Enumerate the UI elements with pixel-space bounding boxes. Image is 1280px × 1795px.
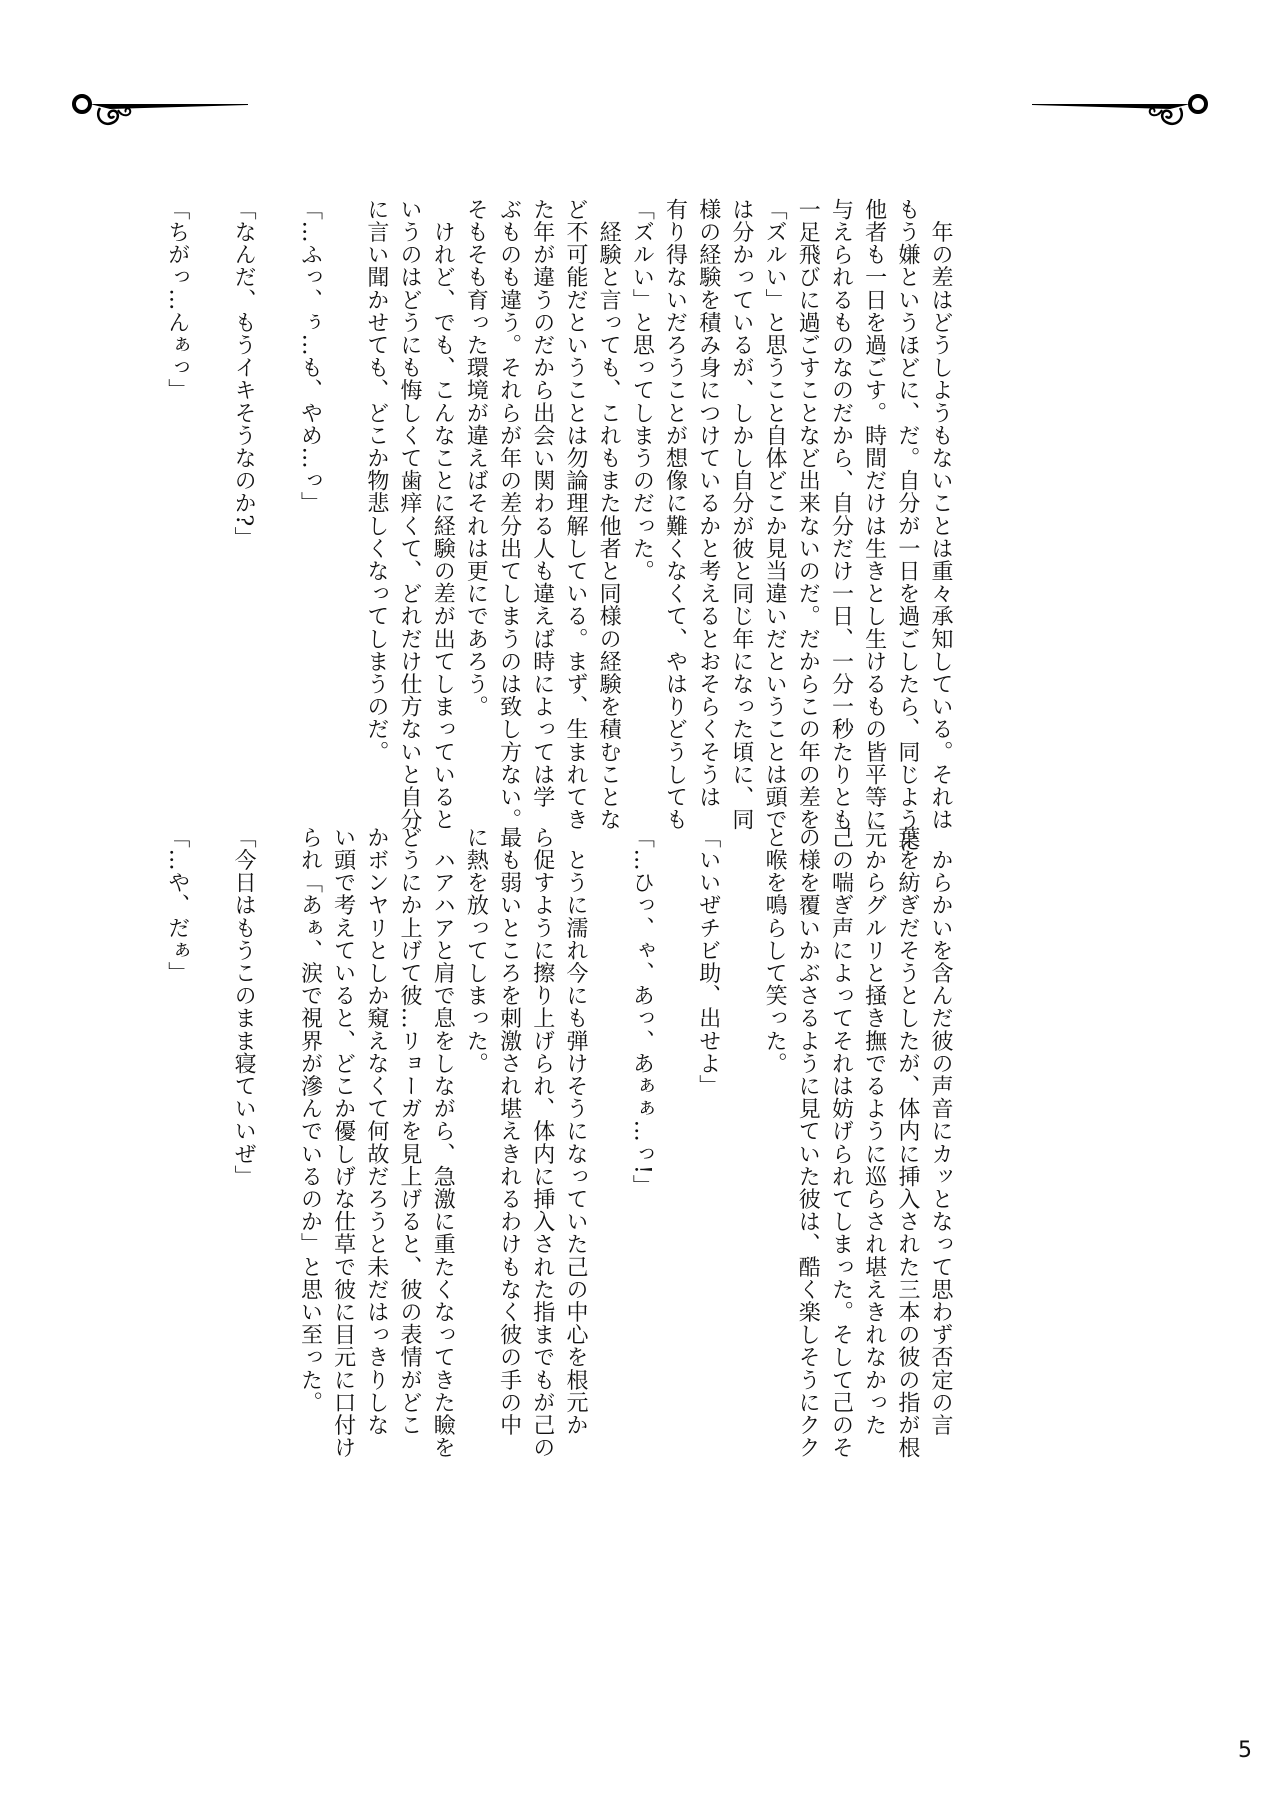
text-column: 「…ひっ、ゃ、あっ、あぁぁ…っ!」 — [629, 826, 655, 1198]
text-column — [260, 826, 293, 1406]
text-column — [658, 826, 691, 1406]
text-column: た年が違うのだから出会い関わる人も違えば時によっては学 — [529, 198, 555, 809]
ornament-left-icon — [70, 92, 250, 132]
text-column: 「ちがっ…んぁっ」 — [164, 198, 190, 402]
text-column: けれど、でも、こんなことに経験の差が出てしまっていると — [430, 198, 456, 831]
text-column: 年の差はどうしようもないことは重々承知している。それは — [928, 198, 953, 831]
text-column: られ「あぁ、涙で視界が滲んでいるのか」と思い至った。 — [297, 826, 323, 1414]
text-column: は分かっているが、しかし自分が彼と同じ年になった頃に、同 — [728, 198, 754, 831]
text-column — [592, 826, 625, 1406]
text-column: 一足飛びに過ごすことなど出来ないのだ。だからこの年の差を — [795, 198, 821, 831]
page-number: 5 — [1238, 1738, 1252, 1763]
text-column: 経験と言っても、これもまた他者と同様の経験を積むことな — [596, 198, 622, 831]
text-column: 様の経験を積み身につけているかと考えるとおそらくそうは — [695, 198, 721, 809]
text-column: 有り得ないだろうことが想像に難くなくて、やはりどうしても — [662, 198, 688, 831]
text-column: 「…や、だぁ」 — [164, 826, 190, 985]
text-column: からかいを含んだ彼の声音にカッとなって思わず否定の言 — [928, 826, 953, 1437]
text-column: ど不可能だということは勿論理解している。まず、生まれてき — [562, 198, 588, 831]
text-column: もう嫌というほどに、だ。自分が一日を過ごしたら、同じように — [894, 198, 920, 854]
text-column: 「…ふっ、ぅ…も、やめ…っ」 — [297, 198, 323, 515]
text-column: 他者も一日を過ごす。時間だけは生きとし生けるもの皆平等に — [861, 198, 887, 831]
text-column: の様を覆いかぶさるように見ていた彼は、酷く楽しそうにクク — [795, 826, 821, 1459]
text-column: 元からグルリと掻き撫でるように巡らされ堪えきれなかった — [861, 826, 887, 1437]
text-column: 与えられるものなのだから、自分だけ一日、一分一秒たりとも — [828, 198, 854, 831]
text-column: とうに濡れ今にも弾けそうになっていた己の中心を根元か — [562, 826, 588, 1437]
text-column: 「ズルい」と思ってしまうのだった。 — [629, 198, 655, 583]
text-column: 「ズルい」と思うこと自体どこか見当違いだということは頭で — [762, 198, 788, 831]
text-column: い頭で考えていると、どこか優しげな仕草で彼に目元に口付け — [330, 826, 356, 1459]
text-column — [194, 198, 227, 778]
text-column: に熱を放ってしまった。 — [463, 826, 489, 1075]
text-column — [260, 198, 293, 778]
text-column: いうのはどうにも悔しくて歯痒くて、どれだけ仕方ないと自分 — [397, 198, 422, 831]
text-column — [326, 198, 359, 778]
text-column: ぶものも違う。それらが年の差分出てしまうのは致し方ない。 — [496, 198, 522, 831]
text-column: どうにか上げて彼…リョーガを見上げると、彼の表情がどこ — [397, 826, 422, 1437]
text-block-bottom — [161, 826, 958, 1459]
text-column: ら促すように擦り上げられ、体内に挿入された指までもが己の — [529, 826, 555, 1459]
ornament-right-icon — [1030, 92, 1210, 132]
text-column: 葉を紡ぎだそうとしたが、体内に挿入された三本の彼の指が根 — [894, 826, 920, 1459]
text-column: そもそも育った環境が違えばそれは更にであろう。 — [463, 198, 489, 718]
text-column: 己の喘ぎ声によってそれは妨げられてしまった。そして己のそ — [828, 826, 854, 1459]
text-column: 「なんだ、もうイキそうなのか?」 — [231, 198, 257, 550]
text-column: 最も弱いところを刺激され堪えきれるわけもなく彼の手の中 — [496, 826, 522, 1437]
text-column — [194, 826, 227, 1406]
text-column: に言い聞かせても、どこか物悲しくなってしまうのだ。 — [363, 198, 389, 763]
text-column: 「今日はもうこのまま寝ていいぜ」 — [231, 826, 257, 1188]
text-block-top — [161, 198, 958, 854]
text-column — [725, 826, 758, 1406]
text-column: ハアハアと肩で息をしながら、急激に重たくなってきた瞼を — [430, 826, 456, 1459]
text-column: 「いいぜチビ助、出せよ」 — [695, 826, 721, 1098]
text-column: かボンヤリとしか窺えなくて何故だろうと未だはっきりしな — [363, 826, 389, 1437]
text-column: と喉を鳴らして笑った。 — [762, 826, 788, 1075]
